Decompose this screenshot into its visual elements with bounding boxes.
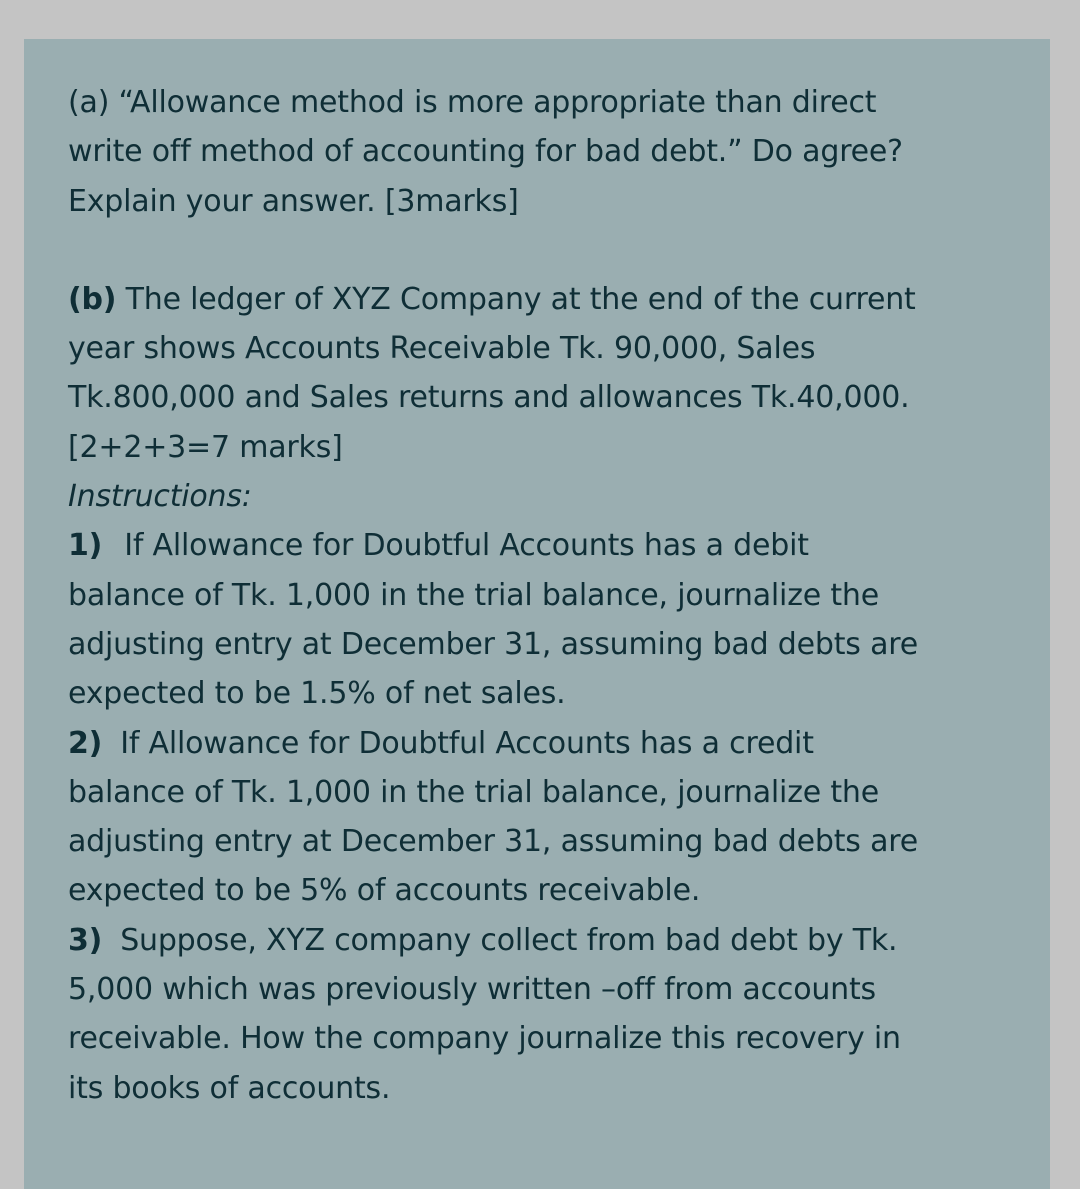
- item-3-line-1: 3) Suppose, XYZ company collect from bad debt by Tk.: [68, 916, 1008, 965]
- item-3-number: 3): [68, 922, 103, 958]
- instructions-heading: Instructions:: [68, 479, 252, 515]
- item-2-line-3: adjusting entry at December 31, assuming bad debts are: [68, 824, 918, 860]
- item-1-line-1: 1) If Allowance for Doubtful Accounts has a debit: [68, 521, 1008, 570]
- item-2-line-2: balance of Tk. 1,000 in the trial balance, journalize the: [68, 774, 879, 810]
- item-1-number: 1): [68, 528, 103, 564]
- part-b-line-4: [2+2+3=7 marks]: [68, 429, 343, 465]
- question-text: [68, 78, 1008, 1113]
- part-a-label: (a): [68, 85, 110, 120]
- item-3-line-2: 5,000 which was previously written –off from accounts: [68, 972, 876, 1008]
- part-b-line-2: year shows Accounts Receivable Tk. 90,000, Sales: [68, 331, 816, 367]
- part-b-label: (b): [68, 281, 117, 317]
- item-2-line-4: expected to be 5% of accounts receivable.: [68, 873, 701, 909]
- item-1-line-3: adjusting entry at December 31, assuming bad debts are: [68, 626, 918, 662]
- item-3-line-3: receivable. How the company journalize this recovery in: [68, 1021, 901, 1057]
- item-3-line-4: its books of accounts.: [68, 1070, 391, 1106]
- part-a-line-2: write off method of accounting for bad debt.” Do agree?: [68, 134, 903, 170]
- item-1-line-4: expected to be 1.5% of net sales.: [68, 676, 566, 712]
- part-a-line-3: Explain your answer. [3marks]: [68, 183, 519, 219]
- item-1-line-2: balance of Tk. 1,000 in the trial balance, journalize the: [68, 577, 879, 613]
- item-2-line-1: 2) If Allowance for Doubtful Accounts has a credit: [68, 719, 1008, 768]
- part-b-line-1: (b) The ledger of XYZ Company at the end of the current: [68, 281, 916, 317]
- part-b-line-3: Tk.800,000 and Sales returns and allowances Tk.40,000.: [68, 380, 910, 416]
- spacer: [68, 226, 1008, 275]
- part-a-line-1: (a) “Allowance method is more appropriate than direct: [68, 85, 877, 120]
- item-2-number: 2): [68, 725, 103, 761]
